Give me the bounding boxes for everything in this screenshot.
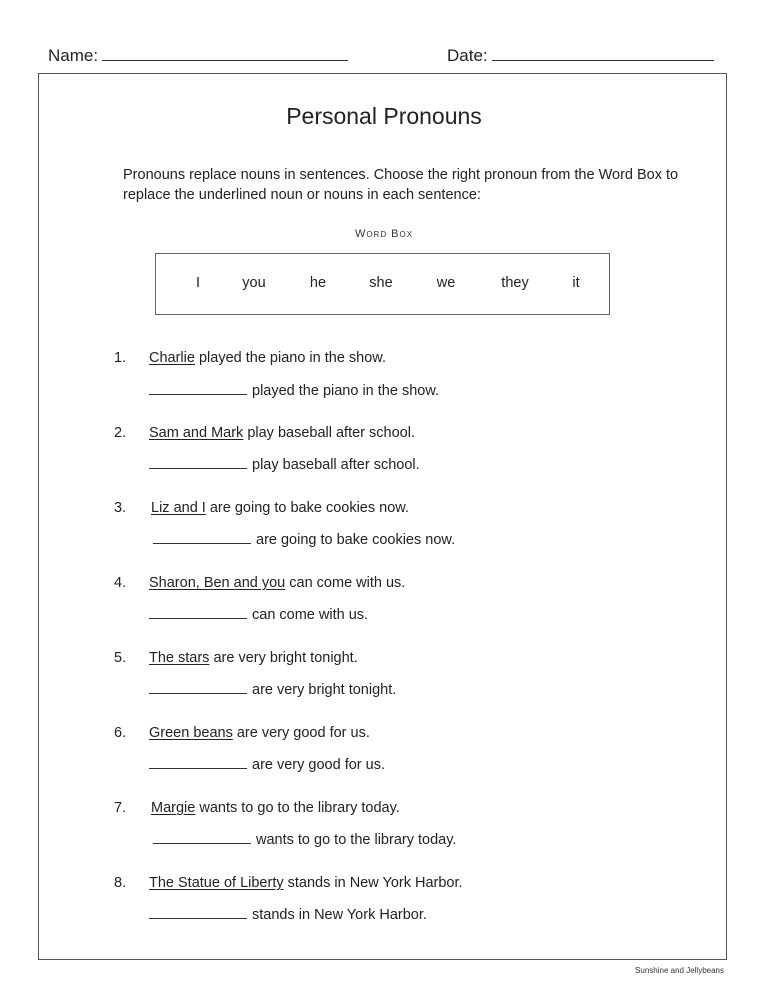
item-number: 7. [114,800,127,816]
word-box-word: we [436,275,456,291]
answer-blank[interactable] [149,382,247,395]
answer-blank[interactable] [153,831,251,844]
underlined-noun: Sam and Mark [149,425,244,441]
date-blank[interactable] [492,44,714,61]
word-box-word: she [369,275,393,291]
item-number: 1. [114,350,127,366]
underlined-noun: Margie [151,800,196,816]
word-box-word: you [242,275,266,291]
word-box [155,253,610,315]
word-box-word: I [195,275,201,291]
answer-line[interactable]: are very bright tonight. [149,681,396,698]
name-blank[interactable] [102,44,348,61]
item-sentence: Liz and I are going to bake cookies now. [151,500,409,516]
date-field[interactable] [447,44,714,66]
item-sentence: The Statue of Liberty stands in New York Harbor. [149,875,463,891]
underlined-noun: Liz and I [151,500,206,516]
worksheet-frame [38,73,727,960]
underlined-noun: The Statue of Liberty [149,875,284,891]
answer-line[interactable]: wants to go to the library today. [153,831,456,848]
underlined-noun: Charlie [149,350,195,366]
item-number: 6. [114,725,127,741]
answer-line[interactable]: are going to bake cookies now. [153,531,455,548]
item-number: 3. [114,500,127,516]
item-sentence: Charlie played the piano in the show. [149,350,386,366]
worksheet-title: Personal Pronouns [286,103,482,129]
answer-blank[interactable] [149,606,247,619]
item-sentence: Sharon, Ben and you can come with us. [149,575,406,591]
word-box-word: it [572,275,580,291]
name-label: Name: [48,46,99,65]
underlined-noun: Sharon, Ben and you [149,575,286,591]
answer-blank[interactable] [149,456,247,469]
answer-blank[interactable] [149,906,247,919]
answer-line[interactable]: play baseball after school. [149,456,420,473]
item-sentence: Margie wants to go to the library today. [151,800,400,816]
underlined-noun: The stars [149,650,210,666]
answer-blank[interactable] [153,531,251,544]
answer-line[interactable]: stands in New York Harbor. [149,906,427,923]
item-number: 8. [114,875,127,891]
item-sentence: The stars are very bright tonight. [149,650,358,666]
date-label: Date: [447,46,488,65]
item-number: 5. [114,650,127,666]
footer-credit: Sunshine and Jellybeans [635,966,724,975]
answer-line[interactable]: can come with us. [149,606,368,623]
word-box-title: Word Box [354,228,414,240]
word-box-word: he [309,275,327,291]
name-field[interactable] [48,44,348,66]
underlined-noun: Green beans [149,725,233,741]
answer-blank[interactable] [149,756,247,769]
answer-line[interactable]: are very good for us. [149,756,385,773]
word-box-word: they [501,275,529,291]
item-sentence: Sam and Mark play baseball after school. [149,425,415,441]
item-sentence: Green beans are very good for us. [149,725,370,741]
item-number: 4. [114,575,127,591]
instructions: Pronouns replace nouns in sentences. Choose the right pronoun from the Word Box to replace the underlined noun or nouns in each sentence: [123,167,679,203]
item-number: 2. [114,425,127,441]
answer-line[interactable]: played the piano in the show. [149,382,439,399]
answer-blank[interactable] [149,681,247,694]
